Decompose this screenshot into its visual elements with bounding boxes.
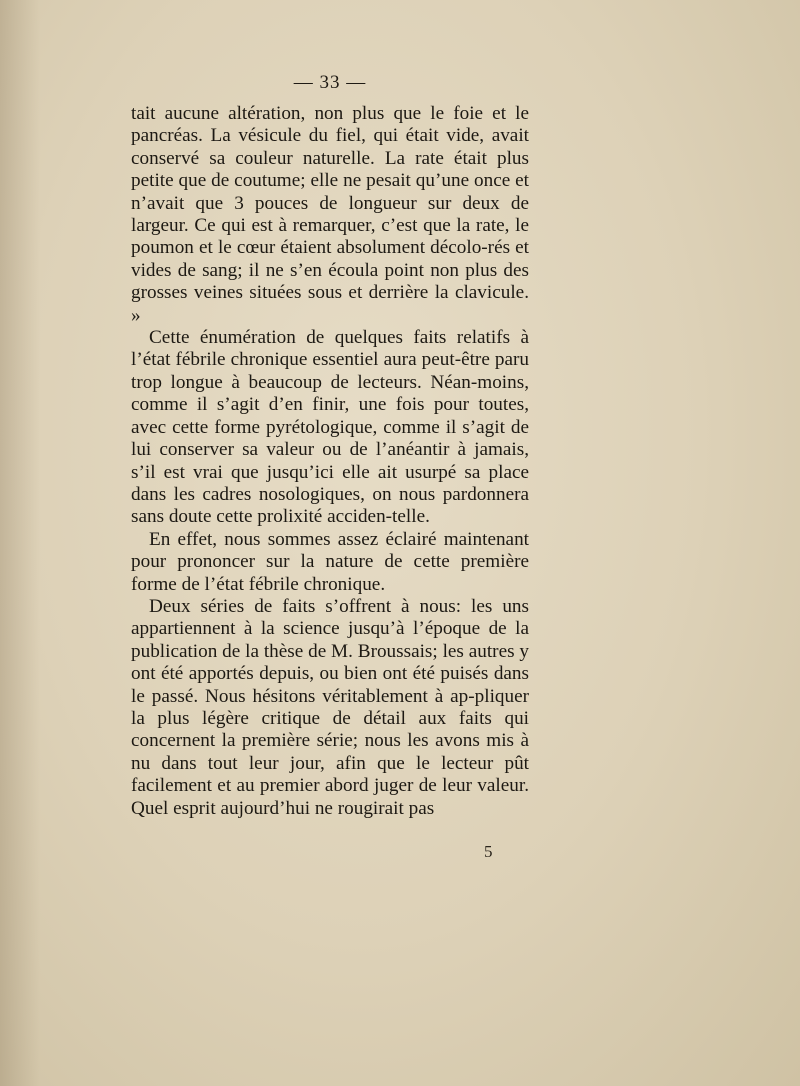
paragraph: Cette énumération de quelques faits relatifs à l’état fébrile chronique essentiel aura peut-être paru trop longue à beaucoup de lecteurs. Néan-moins, comme il s’agit d’en finir, une fois pour toutes, avec cette forme pyrétologique, comme il s’agit de lui conserver sa valeur ou de l’anéantir à jamais, s’il est vrai que jusqu’ici elle ait usurpé sa place dans les cadres nosologiques, on nous pardonnera sans doute cette prolixité acciden-telle.: [131, 327, 529, 528]
paragraph: Deux séries de faits s’offrent à nous: les uns appartiennent à la science jusqu’à l’époque de la publication de la thèse de M. Broussais; les autres y ont été apportés depuis, ou bien ont été puisés dans le passé. Nous hésitons véritablement à ap-pliquer la plus légère critique de détail aux faits qui concernent la première série; nous les avons mis à nu dans tout leur jour, afin que le lecteur pût facilement et au premier abord juger de leur valeur. Quel esprit aujourd’hui ne rougirait pas: [131, 595, 529, 819]
page-number: — 33 —: [293, 72, 367, 93]
paragraph: tait aucune altération, non plus que le foie et le pancréas. La vésicule du fiel, qui était vide, avait conservé sa couleur naturelle. La rate était plus petite que de coutume; elle ne pesait qu’une once et n’avait que 3 pouces de longueur sur deux de largeur. Ce qui est à remarquer, c’est que la rate, le poumon et le cœur étaient absolument décolo-rés et vides de sang; il ne s’en écoula point non plus des grosses veines situées sous et derrière la clavicule. »: [131, 103, 529, 326]
page-spine-shadow: [0, 0, 40, 1086]
body-text: [131, 103, 529, 820]
signature-mark: 5: [484, 842, 493, 861]
paragraph: En effet, nous sommes assez éclairé maintenant pour prononcer sur la nature de cette première forme de l’état fébrile chronique.: [131, 528, 529, 595]
